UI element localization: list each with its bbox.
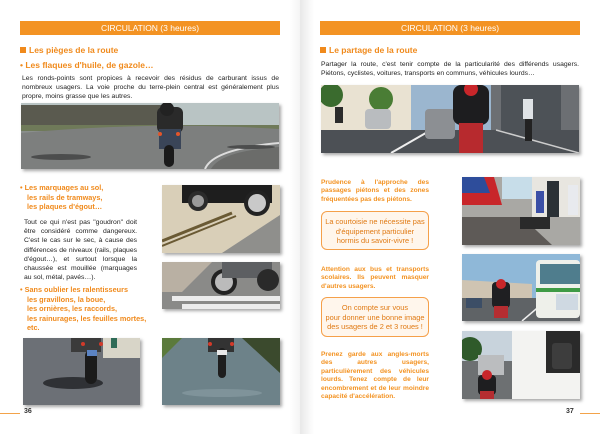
subsection-body-2: Tout ce qui n'est pas "goudron" doit être considéré comme dangereux. C'est le cas sur le sec, à cause des différences de niveaux (rails, plaques d'égout…), et surtout lorsque la chaussée est mouillée (marquages au sol, métal, pavés…). bbox=[24, 219, 137, 282]
gutter-shadow-right bbox=[300, 0, 314, 434]
photo-pedestrian-zone bbox=[462, 177, 580, 245]
page-number-rule-left bbox=[0, 413, 20, 414]
photo-truck-blindspot bbox=[462, 331, 580, 399]
photo-bus bbox=[462, 254, 580, 321]
subsection-body-1: Les ronds-points sont propices à recevoir des résidus de carburant issus de nombreux usagers. La voie proche du terre-plein central est généralement plus propre, moins grasse que les autres. bbox=[22, 75, 279, 100]
page-number-left: 36 bbox=[24, 408, 32, 415]
callout-good-image: On compte sur vous pour donner une bonne image des usagers de 2 et 3 roues ! bbox=[321, 297, 429, 337]
subsection-heading-1: • Les flaques d'huile, de gazole… bbox=[20, 60, 154, 70]
photo-rutted-road bbox=[23, 338, 140, 405]
photo-country-road bbox=[162, 338, 280, 405]
chapter-title: CIRCULATION (3 heures) bbox=[400, 23, 500, 33]
right-page bbox=[300, 0, 600, 434]
section-heading-left: Les pièges de la route bbox=[20, 45, 118, 56]
photo-tramway-rails bbox=[162, 185, 280, 253]
section-heading-right: Le partage de la route bbox=[320, 45, 417, 56]
subsection-heading-2: • Les marquages au sol, les rails de tramways, les plaques d'égout… bbox=[20, 183, 104, 211]
square-bullet-icon bbox=[320, 47, 326, 53]
square-bullet-icon bbox=[20, 47, 26, 53]
photo-crosswalk bbox=[162, 262, 280, 309]
tip-pedestrians: Prudence à l'approche des passages piétons et des zones fréquentées pas des piétons. bbox=[321, 179, 429, 203]
subsection-heading-3: • Sans oublier les ralentisseurs les gravillons, la boue, les ornières, les raccords, les rainurages, les feuilles mortes, etc. bbox=[20, 285, 147, 332]
callout-courtesy: La courtoisie ne nécessite pas d'équipement particulier hormis du savoir-vivre ! bbox=[321, 211, 429, 250]
gutter-shadow-left bbox=[290, 0, 300, 434]
photo-motorcycle-roundabout bbox=[21, 103, 279, 169]
chapter-title: CIRCULATION (3 heures) bbox=[100, 23, 200, 33]
chapter-band-left bbox=[20, 21, 280, 35]
section-intro: Partager la route, c'est tenir compte de la particularité des différends usagers. Piétons, cyclistes, voitures, transports en communs, véhicules lourds… bbox=[321, 61, 579, 77]
chapter-band-right bbox=[320, 21, 580, 35]
tip-blind-spots: Prenez garde aux angles-morts des autres usagers, particulièrement des véhicules lourds. Tenez compte de leur encombrement et de leur moindre capacité d'accélération. bbox=[321, 351, 429, 401]
photo-street-sharing bbox=[321, 85, 579, 153]
tip-buses: Attention aux bus et transports scolaires. Ils peuvent masquer d'autres usagers. bbox=[321, 266, 429, 290]
page-number-right: 37 bbox=[566, 408, 574, 415]
page-number-rule-right bbox=[580, 413, 600, 414]
